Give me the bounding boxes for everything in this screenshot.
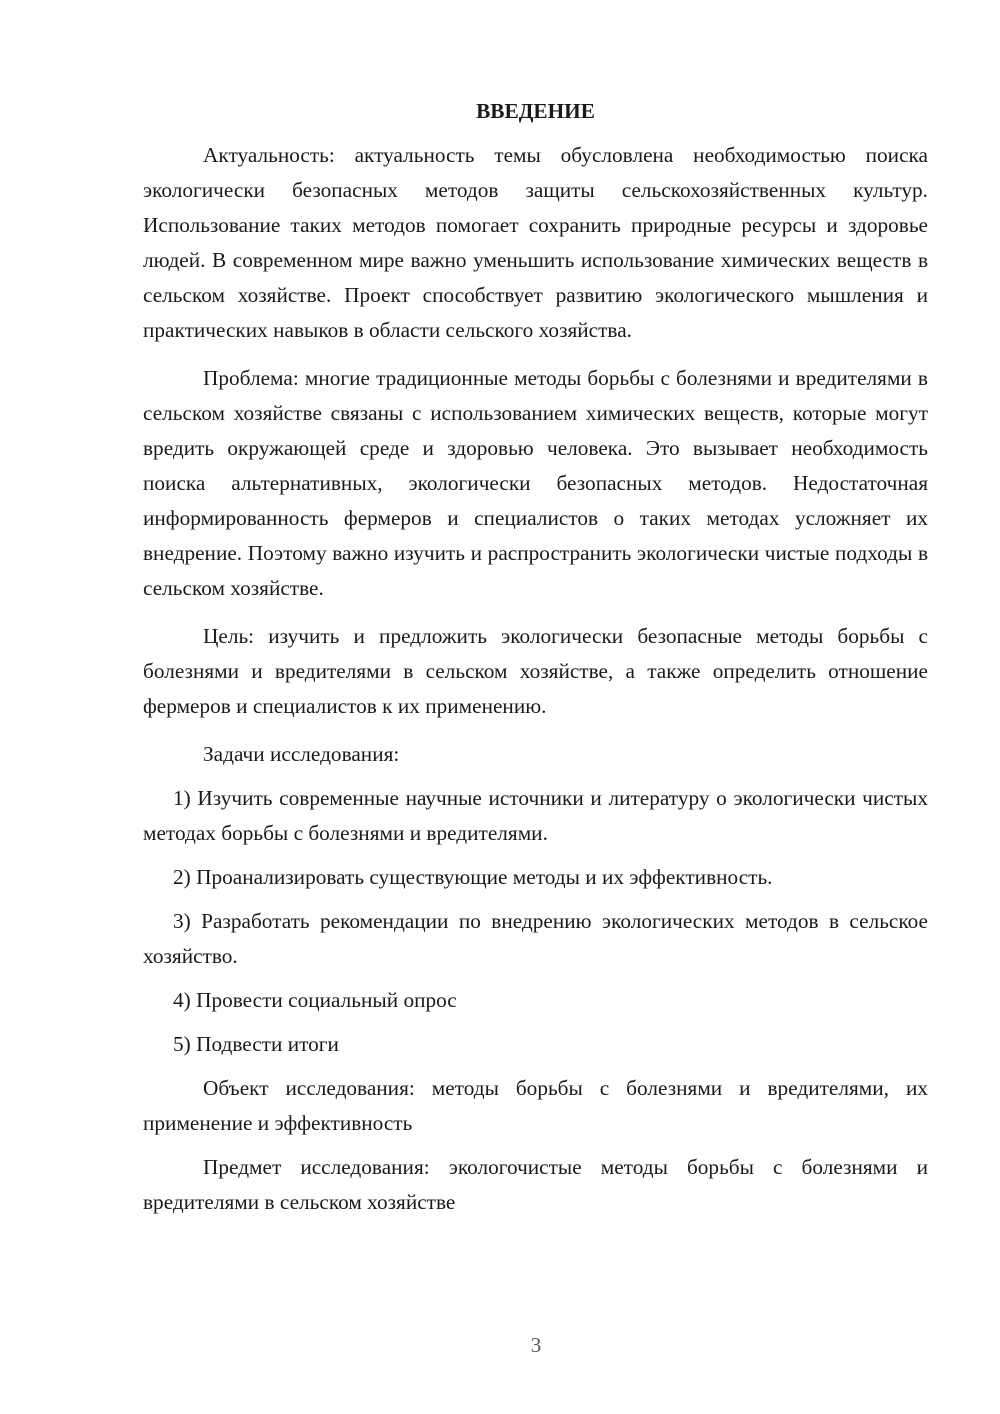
page-content [143,96,928,1220]
object-paragraph: Объект исследования: методы борьбы с болезнями и вредителями, их применение и эффективность [143,1076,928,1135]
page-number: 3 [530,1333,542,1357]
task-item-2: 2) Проанализировать существующие методы и их эффективность. [173,865,773,889]
task-item-1: 1) Изучить современные научные источники и литературу о экологически чистых методах борьбы с болезнями и вредителями. [143,786,928,845]
task-item-5: 5) Подвести итоги [173,1032,339,1056]
subject-paragraph: Предмет исследования: экологочистые методы борьбы с болезнями и вредителями в сельском хозяйстве [143,1155,928,1214]
tasks-heading: Задачи исследования: [203,742,400,766]
section-title: ВВЕДЕНИЕ [476,99,595,123]
task-item-3: 3) Разработать рекомендации по внедрению экологических методов в сельское хозяйство. [143,909,928,968]
task-item-4: 4) Провести социальный опрос [173,988,457,1012]
relevance-paragraph: Актуальность: актуальность темы обусловлена необходимостью поиска экологически безопасных методов защиты сельскохозяйственных культур. Использование таких методов помогает сохранить природные ресурсы и здоровье людей. В современном мире важно уменьшить использование химических веществ в сельском хозяйстве. Проект способствует развитию экологического мышления и практических навыков в области сельского хозяйства. [143,143,928,342]
goal-paragraph: Цель: изучить и предложить экологически безопасные методы борьбы с болезнями и вредителями в сельском хозяйстве, а также определить отношение фермеров и специалистов к их применению. [143,624,928,718]
problem-paragraph: Проблема: многие традиционные методы борьбы с болезнями и вредителями в сельском хозяйстве связаны с использованием химических веществ, которые могут вредить окружающей среде и здоровью человека. Это вызывает необходимость поиска альтернативных, экологически безопасных методов. Недостаточная информированность фермеров и специалистов о таких методах усложняет их внедрение. Поэтому важно изучить и распространить экологически чистые подходы в сельском хозяйстве. [143,366,928,600]
